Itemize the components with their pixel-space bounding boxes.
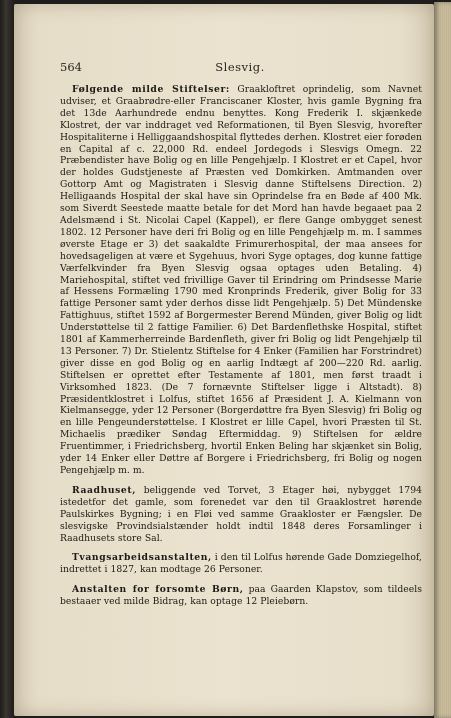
paragraph-text: i den til Lolfus hørende Gade Domziegelhof, indrettet i 1827, kan modtage 26 Personer. bbox=[60, 552, 422, 576]
paragraph-tvangsarbeidsanstalten bbox=[60, 552, 422, 576]
paragraph-heading: Følgende milde Stiftelser: bbox=[72, 84, 230, 95]
paragraph-text: paa Gaarden Klapstov, som tildeels bestaaer ved milde Bidrag, kan optage 12 Pleiebørn. bbox=[60, 584, 422, 608]
paragraph-heading: Tvangsarbeidsanstalten, bbox=[72, 552, 212, 564]
paragraph-text: Graakloftret oprindelig, som Navnet udviser, et Graabrødre-eller Franciscaner Kloster, hvis gamle Bygning fra det 13de Aarhundrede endnu benyttes. Kong Frederik I. skjænkede Klostret, der var inddraget ved Reformationen, til Byen Slesvig, hvorefter Hospitaliterne i Helliggaandshospital flyttedes derhen. Klostret eier forøden en Capital af c. 22,000 Rd. endeel Jordegods i Slesvigs Omegn. 22 Præbendister have Bolig og en lille Pengehjælp. I Klostret er et Capel, hvor der holdes Gudstjeneste af Præsten ved Domkirken. Amtmanden over Gottorp Amt og Magistraten i Slesvig danne Stiftelsens Direction. 2) Helligaands Hospital der skal have sin Oprindelse fra en Bøde af 400 Mk. som Siverdt Seestede maatte betale for det Mord han havde begaaet paa 2 Adelsmænd i St. Nicolai Capel (Kappel), er flere Gange ombygget senest 1802. 12 Personer have deri fri Bolig og en lille Pengehjælp m. m. I sammes øverste Etage er 3) det saakaldte Frimurerhospital, der maa ansees for hovedsageligen at være et Sygehuus, hvori Syge optages, dog kunne fattige Værfelkvinder fra Byen Slesvig ogsaa optages uden Betaling. 4) Mariehospital, stiftet ved frivillige Gaver til Erindring om Prindsesse Marie af Hessens Formæling 1790 med Kronprinds Frederik, giver Bolig for 33 fattige Personer samt yder derhos disse lidt Pengehjælp. 5) Det Mündenske Fattighuus, stiftet 1592 af Borgermester Berend Münden, giver Bolig og lidt Understøttelse til 2 fattige Familier. 6) Det Bardenflethske Hospital, stiftet 1801 af Kammerherreinde Bardenfleth, giver fri Bolig og lidt Pengehjælp til 13 Personer. 7) Dr. Stielentz Stiftelse for 4 Enker (Familien har Forstrindret) giver disse en god Bolig og en aarlig Indtægt af 200—220 Rd. aarlig. Stiftelsen er oprettet efter Testamente af 1801, men først traadt i Virksomhed 1823. (De 7 fornævnte Stiftelser ligge i Altstadt). 8) Præsidentklostret i Lolfus, stiftet 1656 af Præsident J. A. Kielmann von Kielmansegge, yder 12 Personer (Borgerdøttre fra Byen Slesvig) fri Bolig og en lille Pengeunderstøttelse. I Klostret er lille Capel, hvori Præsten til St. Michaelis prædiker Søndag Eftermiddag. 9) Stiftelsen for ældre Fruentimmer, i Friedrichsberg, hvortil Enken Beling har skjænket sin Bolig, yder 14 Enker eller Døttre af Borgere i Friedrichsberg, fri Bolig og nogen Pengehjælp m. m. bbox=[60, 84, 422, 476]
paragraph-text: beliggende ved Torvet, 3 Etager høi, nybygget 1794 istedetfor det gamle, som forenedet var den til Graaklostret hørende Paulskirkes Bygning; i en Fløi ved samme Graakloster er Fængsler. De slesvigske Provindsialstænder holdt indtil 1848 deres Forsamlinger i Raadhusets store Sal. bbox=[60, 484, 422, 544]
paragraph-anstalten-boern bbox=[60, 584, 422, 608]
paragraph-heading: Anstalten for forsomte Børn, bbox=[72, 584, 244, 596]
paragraph-heading: Raadhuset, bbox=[72, 484, 136, 496]
paragraph-raadhuset bbox=[60, 485, 422, 545]
page-body bbox=[60, 84, 422, 616]
page-number: 564 bbox=[60, 60, 82, 74]
running-title: Slesvig. bbox=[215, 60, 265, 74]
paragraph-milde-stiftelser bbox=[60, 84, 422, 477]
page-edges bbox=[434, 2, 451, 718]
page-header bbox=[60, 60, 420, 76]
